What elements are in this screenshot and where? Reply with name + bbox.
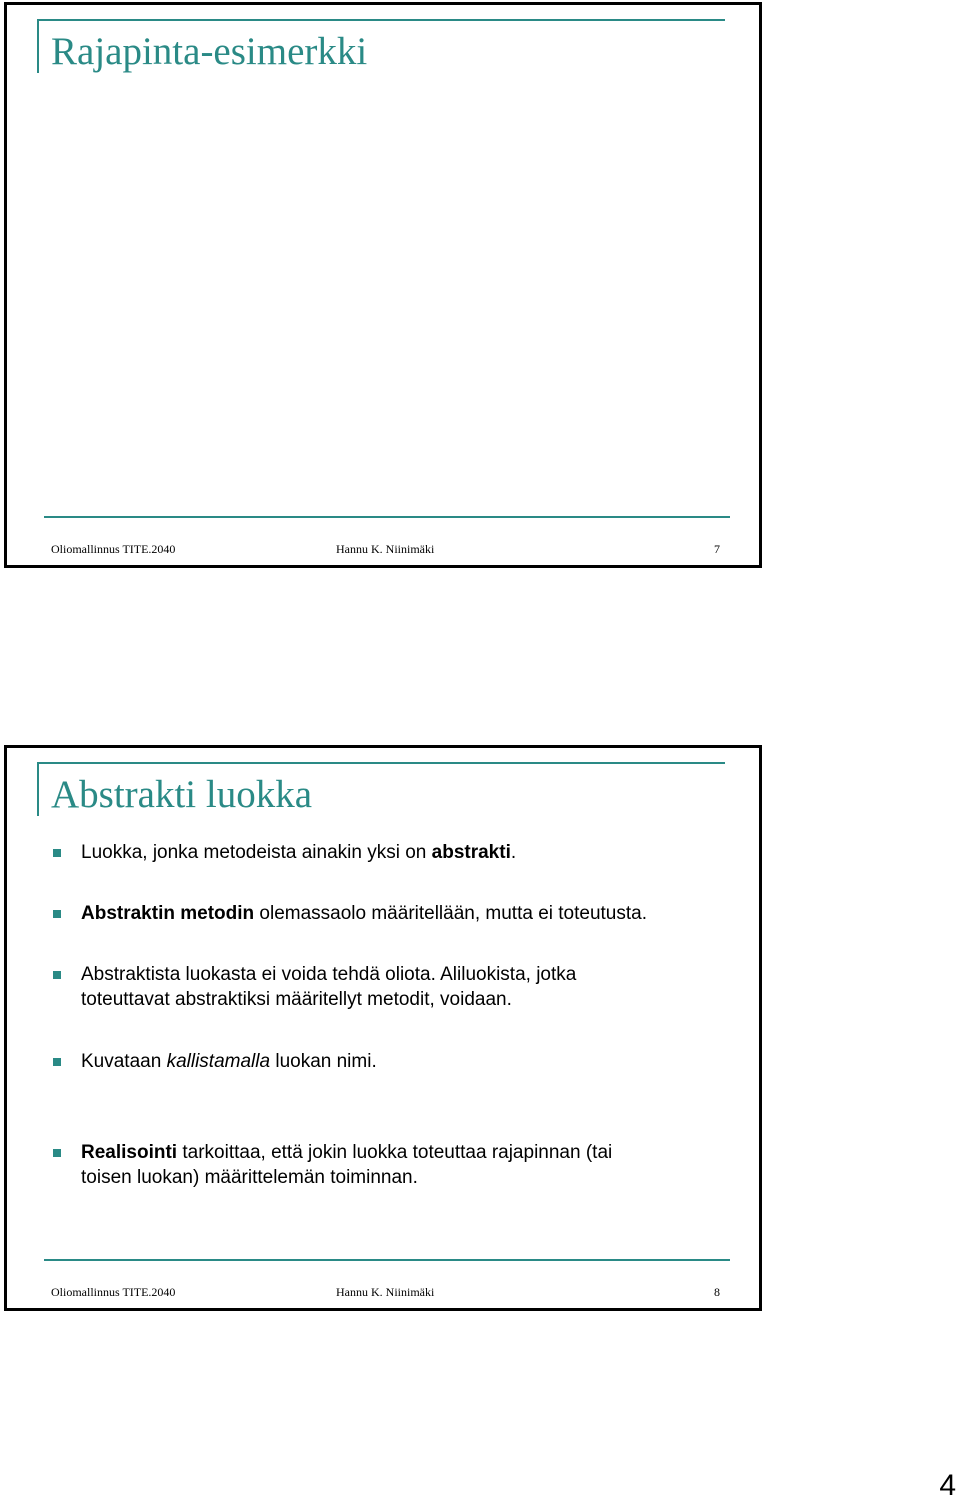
- bullet-item: [53, 962, 771, 1012]
- square-bullet-icon: [53, 1058, 61, 1066]
- bullet-text: toteuttavat abstraktiksi määritellyt metodit, voidaan.: [81, 989, 512, 1010]
- footer-author: Hannu K. Niinimäki: [336, 1285, 435, 1299]
- footer-rule: [44, 1259, 730, 1261]
- slide-8: [4, 745, 762, 1311]
- square-bullet-icon: [53, 1149, 61, 1157]
- bullet-text: Abstraktista luokasta ei voida tehdä oliota. Aliluokista, jotka: [81, 964, 577, 985]
- slide-title: Abstrakti luokka: [51, 773, 313, 816]
- footer-slide-number: 7: [714, 542, 720, 556]
- bullet-text: toisen luokan) määrittelemän toiminnan.: [81, 1167, 418, 1188]
- bullet-text: olemassaolo määritellään, mutta ei toteutusta.: [254, 903, 648, 924]
- bullet-item: [53, 901, 771, 926]
- bullet-item: [53, 1049, 771, 1074]
- slide-7: [4, 2, 762, 568]
- footer-course: Oliomallinnus TITE.2040: [51, 542, 176, 556]
- page-number: 4: [939, 1469, 956, 1502]
- bullet-item: [53, 840, 771, 865]
- bullet-text: Luokka, jonka metodeista ainakin yksi on: [81, 842, 432, 863]
- square-bullet-icon: [53, 849, 61, 857]
- square-bullet-icon: [53, 971, 61, 979]
- bullet-bold-text: Abstraktin metodin: [81, 903, 255, 924]
- bullet-text: luokan nimi.: [270, 1051, 377, 1072]
- footer-rule: [44, 516, 730, 518]
- bullet-text: .: [510, 842, 517, 863]
- footer-course: Oliomallinnus TITE.2040: [51, 1285, 176, 1299]
- footer-slide-number: 8: [714, 1285, 720, 1299]
- bullet-italic-text: kallistamalla: [166, 1051, 271, 1072]
- slide-title: Rajapinta-esimerkki: [51, 30, 368, 73]
- bullet-bold-text: abstrakti: [431, 842, 511, 863]
- footer-author: Hannu K. Niinimäki: [336, 542, 435, 556]
- bullet-text: tarkoittaa, että jokin luokka toteuttaa rajapinnan (tai: [177, 1142, 613, 1163]
- bullet-text: Kuvataan: [81, 1051, 167, 1072]
- square-bullet-icon: [53, 910, 61, 918]
- bullet-bold-text: Realisointi: [81, 1142, 178, 1163]
- bullet-item: [53, 1140, 771, 1190]
